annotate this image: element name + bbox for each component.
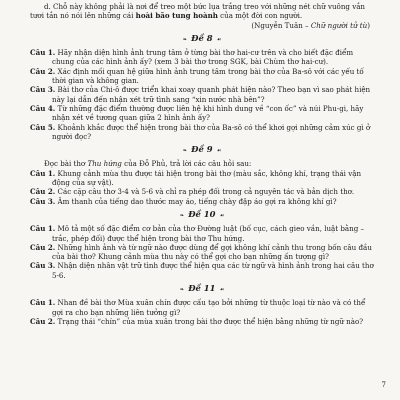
page-number: 7 <box>381 380 386 389</box>
question-item: Câu 2. Trạng thái “chín” của mùa xuân trong bài thơ được thể hiện bằng những từ ngữ nào? <box>30 316 364 326</box>
intro-emphasis: hoài bão tung hoành <box>135 11 218 21</box>
exercise-section-8 <box>30 34 374 141</box>
ornament-right-icon: ☙ <box>216 148 222 155</box>
question-item: Câu 3. Âm thanh của tiếng dao thước may áo, tiếng chày đập áo gợi ra không khí gì? <box>30 196 337 206</box>
question-item: Câu 1. Nhan đề bài thơ Mùa xuân chín được cấu tạo bởi những từ thuộc loại từ nào và có thể gợi ra cho bạn những liên tưởng gì? <box>30 298 366 317</box>
ornament-right-icon: ☙ <box>219 287 225 294</box>
ornament-right-icon: ☙ <box>216 36 222 43</box>
ornament-left-icon: ❧ <box>182 148 188 155</box>
question-item: Câu 1. Mô tả một số đặc điểm cơ bản của thơ Đường luật (bố cục, cách gieo vần, luật bằng – trắc, phép đối) được thể hiện trong bài thơ Thu hứng. <box>30 224 365 243</box>
section-lead: Đọc bài thơ Thu hứng của Đỗ Phủ, trả lời các câu hỏi sau: <box>44 159 252 169</box>
attribution: (Nguyễn Tuân – Chữ người tử tù) <box>251 20 370 30</box>
question-item: Câu 3. Nhận diện nhân vật trữ tình được thể hiện qua các từ ngữ và hình ảnh trong hai câu thơ 5-6. <box>30 261 374 280</box>
question-item: Câu 2. Những hình ảnh và từ ngữ nào được dùng để gợi không khí cảnh thu trong bốn câu đầu của bài thơ? Khung cảnh mùa thu này có thể gợi cho bạn những ấn tượng gì? <box>30 242 372 262</box>
intro-text: d. Chỗ này không phải là nơi để treo một bức lụa trắng treo với những nét chữ vuông vắn tươi tắn nó nói lên những cái <box>30 2 365 21</box>
exercise-section-11 <box>30 284 374 326</box>
question-item: Câu 2. Xác định mối quan hệ giữa hình ảnh trung tâm trong bài thơ của Ba-sô với các yếu tố thời gian và không gian. <box>30 66 364 86</box>
poem-title: Thu hứng <box>87 159 122 169</box>
question-item: Câu 3. Bài thơ của Chi-ô được triển khai xoay quanh phát hiện nào? Theo bạn vì sao phát hiện này lại dẫn đến nhận xét trữ tình sang “xin nước nhà bên”? <box>30 85 371 104</box>
intro-text-end: của một đời con người. <box>217 11 303 21</box>
exercise-section-10 <box>30 210 374 280</box>
exercise-section-9 <box>30 145 374 206</box>
ornament-left-icon: ❧ <box>182 36 188 43</box>
question-item: Câu 2. Các cặp câu thơ 3-4 và 5-6 và chỉ ra phép đối trong cả nguyên tác và bản dịch thơ. <box>30 187 355 197</box>
section-heading: ❧ Đề 11 ☙ <box>179 283 225 294</box>
question-item: Câu 1. Hãy nhận diện hình ảnh trung tâm ở từng bài thơ hai-cư trên và cho biết đặc điểm chung của các hình ảnh ấy? (xem 3 bài thơ trong SGK, bài Chùm thơ hai-cư). <box>30 48 354 67</box>
question-item: Câu 5. Khoảnh khắc được thể hiện trong bài thơ của Ba-sô có thể khơi gợi những cảm xúc gì ở người đọc? <box>30 122 371 141</box>
ornament-left-icon: ❧ <box>179 287 185 294</box>
section-heading: ❧ Đề 9 ☙ <box>182 144 222 155</box>
ornament-left-icon: ❧ <box>179 212 185 219</box>
intro-paragraph <box>30 2 374 21</box>
section-heading: ❧ Đề 10 ☙ <box>179 208 225 219</box>
question-item: Câu 4. Từ những đặc điểm thường được liên hệ khi hình dung về “con ốc” và núi Phu-gi, hãy nhận xét về tương quan giữa 2 hình ảnh ấy? <box>30 103 364 123</box>
ornament-right-icon: ☙ <box>219 212 225 219</box>
question-item: Câu 1. Khung cảnh mùa thu được tái hiện trong bài thơ (màu sắc, không khí, trạng thái vận động của sự vật). <box>30 168 362 188</box>
source-title: Chữ người tử tù <box>310 20 368 30</box>
section-heading: ❧ Đề 8 ☙ <box>182 32 222 43</box>
